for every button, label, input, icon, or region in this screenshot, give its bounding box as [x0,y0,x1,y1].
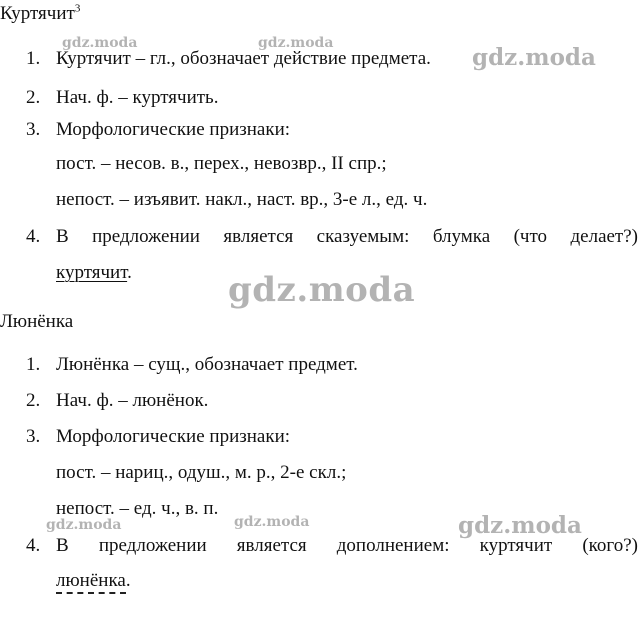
heading-lyunyonka: Люнёнка [0,311,74,332]
list-subitem: непост. – ед. ч., в. п. [56,498,219,519]
list-number: 1. [26,48,41,69]
watermark: gdz.moda [228,270,416,310]
list-item: В предложении является дополнением: куртячит (кого?) [56,535,638,556]
heading-superscript: 3 [74,2,81,15]
list-item: В предложении является сказуемым: блумка (что делает?) [56,226,638,247]
underlined-predicate: куртячит [56,262,128,283]
underlined-object: люнёнка [56,570,126,594]
list-number: 4. [26,535,41,556]
watermark: gdz.moda [46,517,122,533]
list-item: Нач. ф. – куртячить. [56,87,219,108]
watermark: gdz.moda [472,44,596,71]
list-item: Люнёнка – сущ., обозначает предмет. [56,354,358,375]
list-number: 2. [26,390,41,411]
watermark: gdz.moda [258,35,334,51]
list-number: 2. [26,87,41,108]
list-item-continuation: люнёнка. [56,570,131,592]
list-number: 1. [26,354,41,375]
heading-kurtyachit: Куртячит$^3$ [0,2,81,24]
list-item: Нач. ф. – люнёнок. [56,390,209,411]
list-subitem: пост. – нариц., одуш., м. р., 2-е скл.; [56,462,347,483]
watermark: gdz.moda [234,514,310,530]
list-item-continuation: куртячит. [56,262,132,283]
list-number: 4. [26,226,41,247]
list-item: Куртячит – гл., обозначает действие предмета. [56,48,431,69]
watermark: gdz.moda [62,35,138,51]
list-number: 3. [26,119,41,140]
list-subitem: непост. – изъявит. накл., наст. вр., 3-е л., ед. ч. [56,189,428,210]
list-subitem: пост. – несов. в., перех., невозвр., II спр.; [56,153,387,174]
watermark: gdz.moda [458,512,582,539]
list-number: 3. [26,426,41,447]
list-item: Морфологические признаки: [56,426,291,447]
list-item: Морфологические признаки: [56,119,291,140]
